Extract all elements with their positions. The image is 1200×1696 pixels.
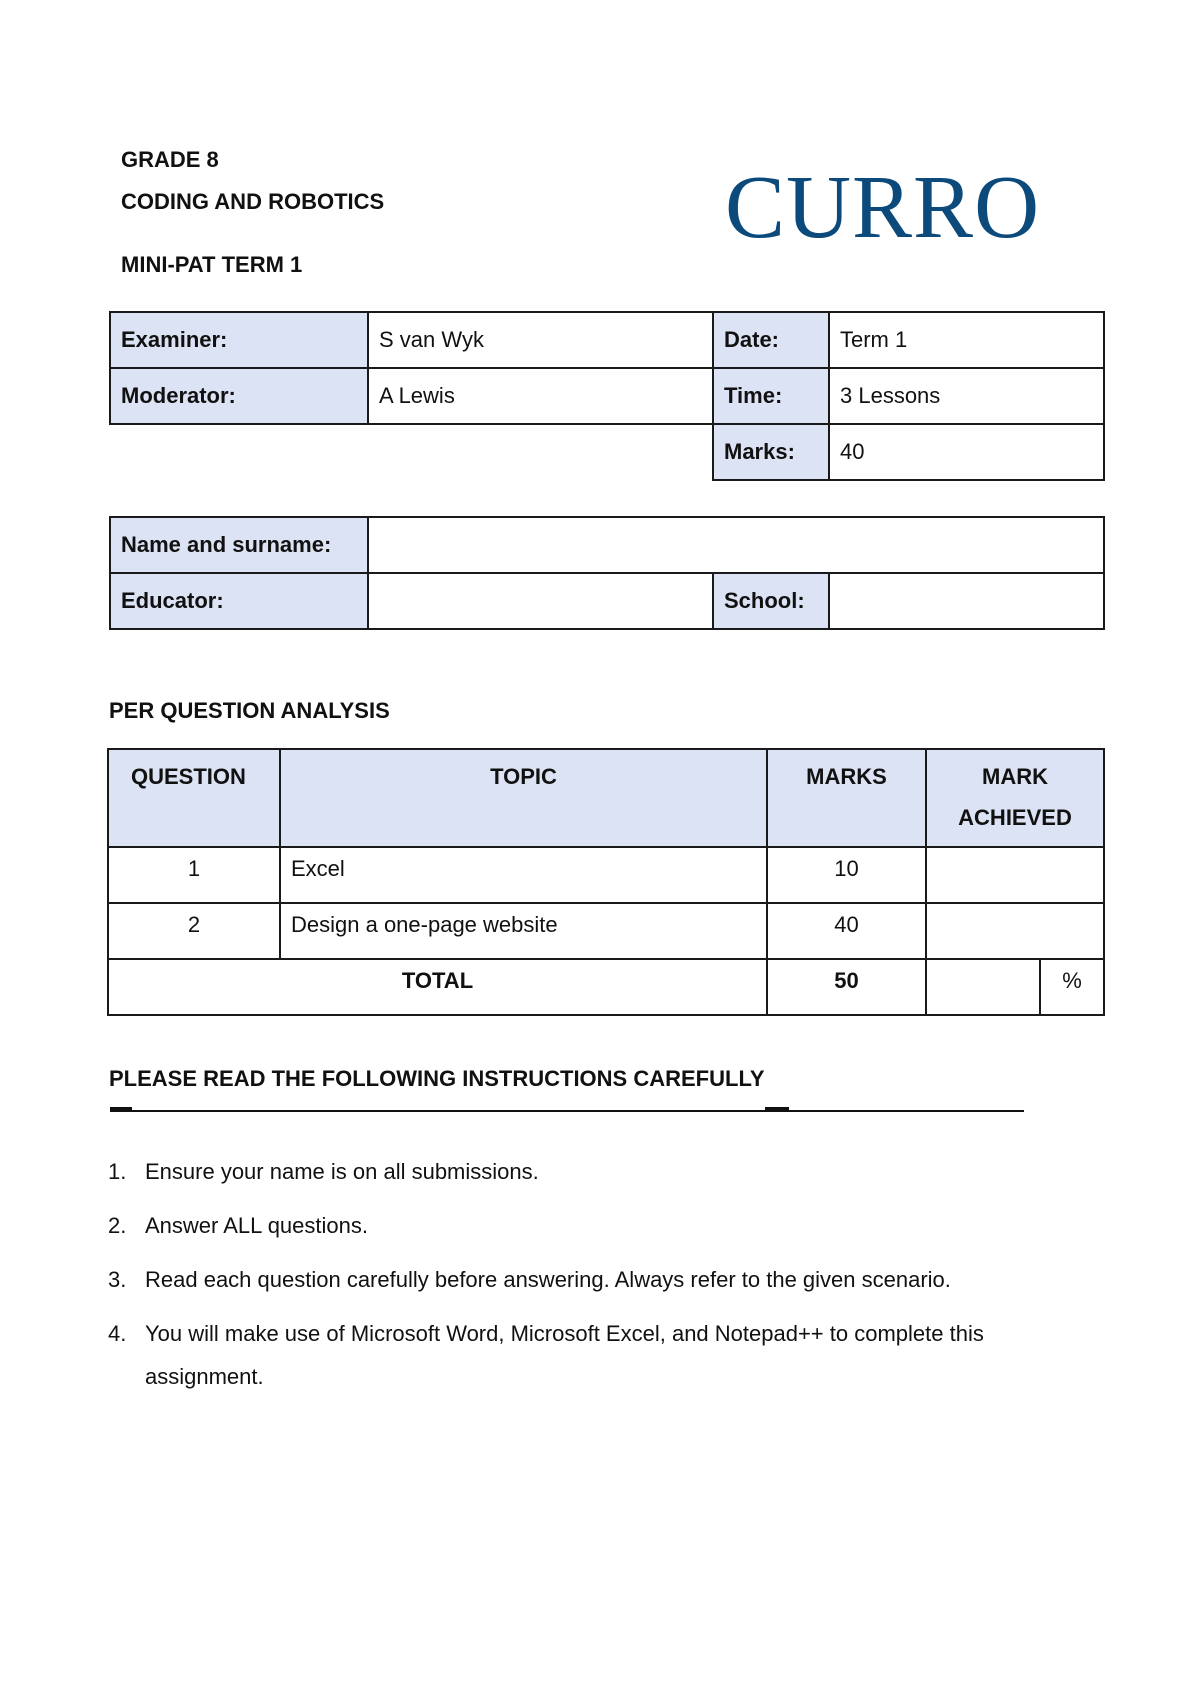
examiner-label: Examiner: <box>110 312 368 368</box>
total-marks: 50 <box>767 959 926 1015</box>
total-row <box>108 959 1104 1015</box>
table-row <box>108 903 1104 959</box>
row-question: 2 <box>108 903 280 959</box>
time-label: Time: <box>713 368 829 424</box>
grade-heading: GRADE 8 <box>121 147 219 172</box>
underline-mark-left <box>110 1107 132 1110</box>
list-item-number: 1. <box>108 1159 127 1184</box>
instructions-heading: PLEASE READ THE FOLLOWING INSTRUCTIONS CAREFULLY <box>109 1066 765 1091</box>
subject-heading: CODING AND ROBOTICS <box>121 189 385 214</box>
time-value: 3 Lessons <box>829 368 1104 424</box>
list-item-text: Answer ALL questions. <box>145 1213 368 1238</box>
col-mark-achieved <box>926 749 1104 847</box>
examiner-value: S van Wyk <box>368 312 713 368</box>
col-marks: MARKS <box>767 749 926 847</box>
date-value: Term 1 <box>829 312 1104 368</box>
learner-table <box>109 516 1105 630</box>
list-item <box>108 1258 1108 1301</box>
curro-logo: CURRO <box>725 158 1041 257</box>
list-item-number: 2. <box>108 1213 127 1238</box>
col-question: QUESTION <box>108 749 280 847</box>
list-item-text: Ensure your name is on all submissions. <box>145 1159 539 1184</box>
info-table <box>109 311 1105 481</box>
row-achieved-field[interactable] <box>926 903 1104 959</box>
moderator-label: Moderator: <box>110 368 368 424</box>
list-item-text: Read each question carefully before answering. Always refer to the given scenario. <box>145 1267 951 1292</box>
marks-label: Marks: <box>713 424 829 480</box>
school-label: School: <box>713 573 829 629</box>
list-item-text: You will make use of Microsoft Word, Microsoft Excel, and Notepad++ to complete this assignment. <box>145 1321 984 1389</box>
heading-underline <box>110 1110 1024 1112</box>
educator-label: Educator: <box>110 573 368 629</box>
instructions-list <box>108 1150 1108 1409</box>
row-marks: 40 <box>767 903 926 959</box>
total-label: TOTAL <box>108 959 767 1015</box>
col-mark-achieved-line2: ACHIEVED <box>958 805 1072 830</box>
educator-field[interactable] <box>368 573 713 629</box>
list-item-number: 3. <box>108 1267 127 1292</box>
percent-sign: % <box>1040 959 1104 1015</box>
row-achieved-field[interactable] <box>926 847 1104 903</box>
list-item <box>108 1204 1108 1247</box>
analysis-heading: PER QUESTION ANALYSIS <box>109 698 390 723</box>
list-item-number: 4. <box>108 1321 127 1346</box>
marks-value: 40 <box>829 424 1104 480</box>
assessment-heading: MINI-PAT TERM 1 <box>121 252 303 277</box>
list-item <box>108 1150 1108 1193</box>
moderator-value: A Lewis <box>368 368 713 424</box>
analysis-table <box>107 748 1105 1016</box>
row-topic: Excel <box>280 847 767 903</box>
table-row <box>108 847 1104 903</box>
row-topic: Design a one-page website <box>280 903 767 959</box>
total-achieved-field[interactable] <box>926 959 1040 1015</box>
school-field[interactable] <box>829 573 1104 629</box>
col-topic: TOPIC <box>280 749 767 847</box>
list-item <box>108 1312 1108 1398</box>
underline-mark-right <box>765 1107 789 1110</box>
name-field[interactable] <box>368 517 1104 573</box>
date-label: Date: <box>713 312 829 368</box>
col-mark-achieved-line1: MARK <box>982 764 1048 789</box>
row-question: 1 <box>108 847 280 903</box>
row-marks: 10 <box>767 847 926 903</box>
name-label: Name and surname: <box>110 517 368 573</box>
